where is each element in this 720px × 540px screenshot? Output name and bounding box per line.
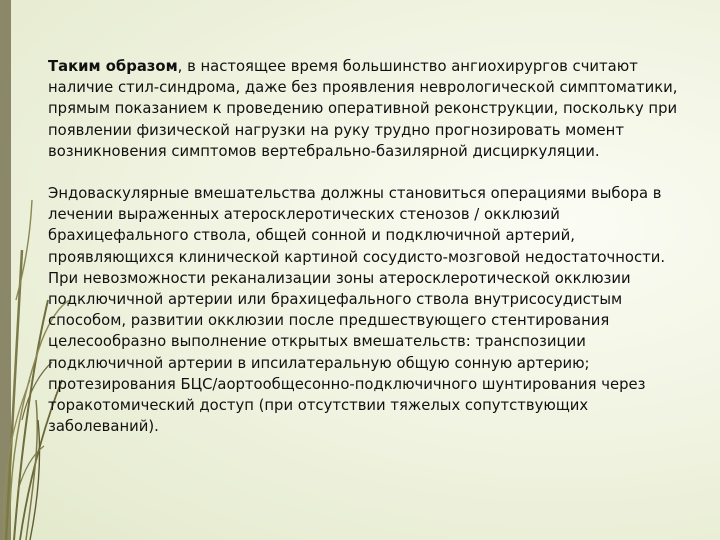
slide-text	[48, 56, 688, 458]
paragraph-2: Эндоваскулярные вмешательства должны становиться операциями выбора в лечении выраженных атеросклеротических стенозов / окклюзий брахицефального ствола, общей сонной и подключичной артерий, проявляющихся клинической картиной сосудисто-мозговой недостаточности. При невозможности реканализации зоны атеросклеротической окклюзии подключичной артерии или брахицефального ствола внутрисосудистым способом, развитии окклюзии после предшествующего стентирования целесообразно выполнение открытых вмешательств: транспозиции подключичной артерии в ипсилатеральную общую сонную артерию; протезирования БЦС/аортообщесонно-подключичного шунтирования через торакотомический доступ (при отсутствии тяжелых сопутствующих заболеваний).	[48, 185, 666, 436]
paragraph-1-body: , в настоящее время большинство ангиохирургов считают наличие стил-синдрома, даже без проявления неврологической симптоматики, прямым показанием к проведению оперативной реконструкции, поскольку при появлении физической нагрузки на руку трудно прогнозировать момент возникновения симптомов вертебрально-базилярной дисциркуляции.	[48, 58, 678, 160]
paragraph-1-lead: Таким образом	[48, 58, 178, 75]
paragraph-1	[48, 56, 688, 162]
